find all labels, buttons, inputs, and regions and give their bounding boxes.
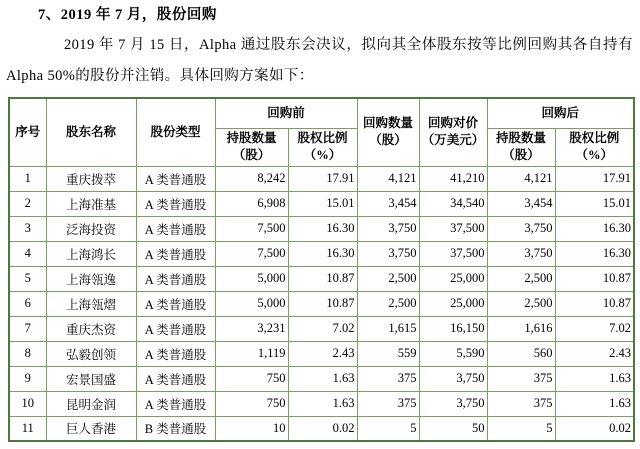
cell-pct-before: 16.30 [288, 241, 357, 266]
cell-shares-after: 4,121 [487, 166, 555, 191]
cell-shareholder-name: 重庆杰资 [46, 316, 136, 341]
cell-pct-after: 17.91 [555, 166, 634, 191]
cell-shares-before: 7,500 [215, 241, 288, 266]
table-row [9, 366, 634, 391]
intro-paragraph: 2019 年 7 月 15 日，Alpha 通过股东会决议，拟向其全体股东按等比例回购其各自持有 Alpha 50%的股份并注销。具体回购方案如下： [6, 37, 633, 84]
cell-shares-before: 6,908 [215, 191, 288, 216]
cell-pct-after: 7.02 [555, 316, 634, 341]
cell-pct-after: 16.30 [555, 241, 634, 266]
cell-buyback-price: 3,750 [419, 391, 487, 416]
cell-share-type: A 类普通股 [136, 266, 215, 291]
header-shareholder-name: 股东名称 [46, 98, 136, 166]
cell-seq: 8 [9, 341, 46, 366]
cell-pct-before: 1.63 [288, 391, 357, 416]
cell-shares-after: 560 [487, 341, 555, 366]
cell-share-type: A 类普通股 [136, 391, 215, 416]
cell-shares-before: 1,119 [215, 341, 288, 366]
cell-seq: 4 [9, 241, 46, 266]
cell-seq: 10 [9, 391, 46, 416]
cell-shareholder-name: 上海准基 [46, 191, 136, 216]
cell-pct-before: 15.01 [288, 191, 357, 216]
cell-shares-before: 5,000 [215, 266, 288, 291]
cell-buyback-price: 25,000 [419, 266, 487, 291]
table-body [9, 166, 634, 441]
cell-shares-after: 2,500 [487, 291, 555, 316]
cell-buyback-price: 3,750 [419, 366, 487, 391]
cell-shareholder-name: 巨人香港 [46, 416, 136, 441]
cell-shareholder-name: 重庆拨萃 [46, 166, 136, 191]
table-row [9, 216, 634, 241]
cell-pct-after: 15.01 [555, 191, 634, 216]
cell-shares-after: 3,750 [487, 216, 555, 241]
cell-buyback-price: 5,590 [419, 341, 487, 366]
cell-seq: 3 [9, 216, 46, 241]
cell-seq: 1 [9, 166, 46, 191]
cell-pct-before: 2.43 [288, 341, 357, 366]
cell-shares-before: 3,231 [215, 316, 288, 341]
cell-shares-before: 7,500 [215, 216, 288, 241]
cell-shareholder-name: 弘毅创领 [46, 341, 136, 366]
cell-share-type: A 类普通股 [136, 166, 215, 191]
cell-share-type: B 类普通股 [136, 416, 215, 441]
table-row [9, 266, 634, 291]
cell-shareholder-name: 上海瓴熠 [46, 291, 136, 316]
cell-seq: 9 [9, 366, 46, 391]
cell-shareholder-name: 上海鸿长 [46, 241, 136, 266]
cell-shares-before: 750 [215, 366, 288, 391]
table-row [9, 416, 634, 441]
cell-shares-after: 2,500 [487, 266, 555, 291]
cell-shares-after: 3,750 [487, 241, 555, 266]
cell-shareholder-name: 上海瓴逸 [46, 266, 136, 291]
cell-pct-after: 10.87 [555, 266, 634, 291]
cell-pct-after: 0.02 [555, 416, 634, 441]
cell-buyback-price: 16,150 [419, 316, 487, 341]
cell-shareholder-name: 宏景国盛 [46, 366, 136, 391]
cell-buyback-qty: 3,750 [357, 241, 419, 266]
header-buyback-qty: 回购数量（股） [357, 98, 419, 166]
table-row [9, 166, 634, 191]
cell-pct-after: 10.87 [555, 291, 634, 316]
cell-share-type: A 类普通股 [136, 216, 215, 241]
cell-pct-before: 0.02 [288, 416, 357, 441]
cell-shares-after: 1,616 [487, 316, 555, 341]
cell-shareholder-name: 泛海投资 [46, 216, 136, 241]
cell-buyback-qty: 559 [357, 341, 419, 366]
cell-buyback-qty: 4,121 [357, 166, 419, 191]
header-seq: 序号 [9, 98, 46, 166]
cell-pct-after: 16.30 [555, 216, 634, 241]
cell-shares-after: 5 [487, 416, 555, 441]
cell-pct-after: 1.63 [555, 391, 634, 416]
cell-shares-before: 5,000 [215, 291, 288, 316]
header-shares-before: 持股数量（股） [215, 128, 288, 166]
table-row [9, 391, 634, 416]
cell-buyback-price: 37,500 [419, 241, 487, 266]
cell-share-type: A 类普通股 [136, 191, 215, 216]
cell-shareholder-name: 昆明金润 [46, 391, 136, 416]
cell-seq: 11 [9, 416, 46, 441]
cell-buyback-qty: 5 [357, 416, 419, 441]
cell-buyback-price: 41,210 [419, 166, 487, 191]
header-pct-after: 股权比例（%） [555, 128, 634, 166]
cell-share-type: A 类普通股 [136, 341, 215, 366]
cell-pct-after: 2.43 [555, 341, 634, 366]
cell-share-type: A 类普通股 [136, 316, 215, 341]
cell-seq: 6 [9, 291, 46, 316]
cell-buyback-qty: 375 [357, 391, 419, 416]
cell-buyback-price: 50 [419, 416, 487, 441]
cell-shares-after: 375 [487, 391, 555, 416]
cell-shares-before: 10 [215, 416, 288, 441]
cell-shares-before: 8,242 [215, 166, 288, 191]
cell-pct-before: 10.87 [288, 266, 357, 291]
section-title: 7、2019 年 7 月，股份回购 [38, 7, 217, 23]
cell-shares-after: 375 [487, 366, 555, 391]
cell-buyback-price: 25,000 [419, 291, 487, 316]
cell-buyback-qty: 2,500 [357, 291, 419, 316]
cell-buyback-qty: 1,615 [357, 316, 419, 341]
buyback-table [8, 97, 635, 442]
cell-seq: 7 [9, 316, 46, 341]
cell-buyback-price: 37,500 [419, 216, 487, 241]
cell-pct-before: 16.30 [288, 216, 357, 241]
header-pct-before: 股权比例（%） [288, 128, 357, 166]
cell-share-type: A 类普通股 [136, 241, 215, 266]
table-row [9, 341, 634, 366]
cell-buyback-qty: 3,750 [357, 216, 419, 241]
cell-pct-before: 1.63 [288, 366, 357, 391]
cell-shares-after: 3,454 [487, 191, 555, 216]
table-row [9, 291, 634, 316]
table-row [9, 191, 634, 216]
cell-buyback-qty: 375 [357, 366, 419, 391]
cell-shares-before: 750 [215, 391, 288, 416]
header-group-before: 回购前 [215, 98, 357, 128]
cell-pct-before: 7.02 [288, 316, 357, 341]
cell-share-type: A 类普通股 [136, 291, 215, 316]
cell-pct-after: 1.63 [555, 366, 634, 391]
cell-share-type: A 类普通股 [136, 366, 215, 391]
header-share-type: 股份类型 [136, 98, 215, 166]
header-group-after: 回购后 [487, 98, 634, 128]
cell-seq: 5 [9, 266, 46, 291]
cell-buyback-qty: 2,500 [357, 266, 419, 291]
header-shares-after: 持股数量（股） [487, 128, 555, 166]
cell-pct-before: 10.87 [288, 291, 357, 316]
table-row [9, 316, 634, 341]
table-header [9, 98, 634, 166]
cell-seq: 2 [9, 191, 46, 216]
cell-buyback-price: 34,540 [419, 191, 487, 216]
table-row [9, 241, 634, 266]
cell-pct-before: 17.91 [288, 166, 357, 191]
cell-buyback-qty: 3,454 [357, 191, 419, 216]
header-buyback-price: 回购对价（万美元） [419, 98, 487, 166]
